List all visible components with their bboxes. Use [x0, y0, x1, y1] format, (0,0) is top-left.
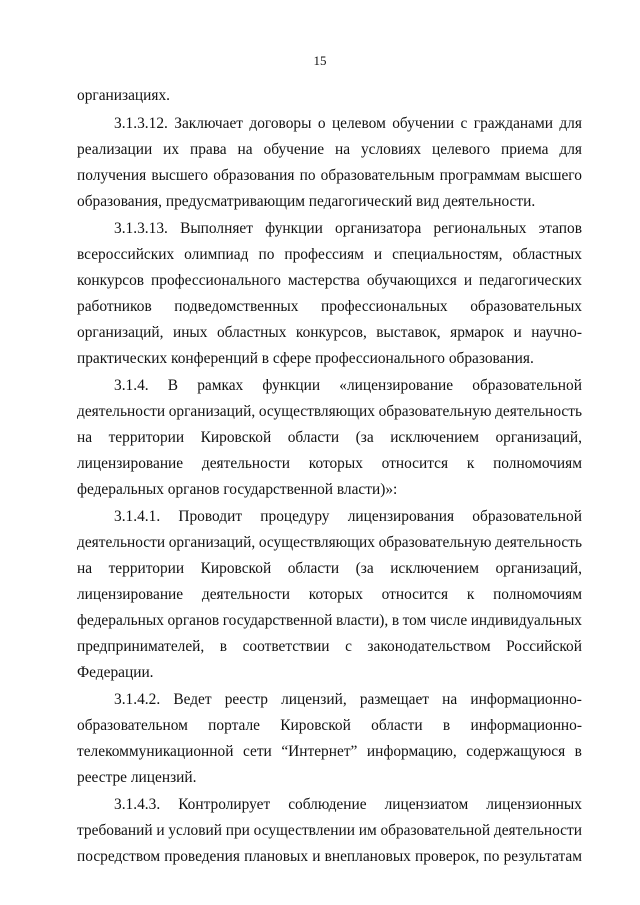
word: высшего — [525, 167, 582, 184]
word: которых — [308, 586, 363, 603]
word: образовательную — [378, 403, 492, 420]
word: по — [258, 246, 275, 263]
text-line — [114, 793, 582, 817]
word: на — [334, 141, 351, 158]
word: полномочиям — [493, 455, 582, 472]
word: и — [312, 848, 321, 865]
word: профессиям — [284, 246, 364, 263]
word: осуществлении — [253, 822, 355, 839]
word: федеральных — [77, 612, 164, 629]
word: Контролирует — [178, 796, 271, 813]
word: целевого — [432, 141, 491, 158]
word: к — [466, 455, 475, 472]
text-line — [77, 243, 582, 267]
word: гражданами — [473, 115, 553, 132]
word: соблюдение — [288, 796, 367, 813]
word: лицензий, — [281, 691, 347, 708]
word: 3.1.3.13. — [114, 220, 168, 237]
word: которых — [308, 455, 363, 472]
word: образовательном — [77, 717, 188, 734]
text-line — [114, 505, 582, 529]
word: Кировской — [280, 717, 351, 734]
text-line — [77, 321, 582, 345]
word: В — [167, 377, 179, 394]
page-number: 15 — [313, 53, 327, 68]
word: государственной — [222, 612, 333, 629]
word: лицензирование — [77, 455, 184, 472]
word: образовательных — [470, 298, 582, 315]
word: области — [287, 560, 340, 577]
word: с — [345, 638, 352, 655]
text-line: реестре лицензий. — [77, 769, 197, 786]
word: территории — [108, 429, 185, 446]
word: работников — [77, 298, 152, 315]
word: информацию, — [366, 743, 457, 760]
word: (за — [355, 429, 374, 446]
text-line — [77, 635, 582, 659]
word: условиях — [360, 141, 422, 158]
word: лицензирование — [77, 586, 184, 603]
word: деятельности — [201, 455, 290, 472]
word: размещает — [359, 691, 430, 708]
word: и — [463, 272, 473, 289]
word: органов — [167, 612, 220, 629]
word: области — [371, 717, 423, 734]
word: телекоммуникационной — [77, 743, 234, 760]
word: осуществляющих — [258, 403, 375, 420]
word: их — [163, 141, 180, 158]
word: деятельности — [77, 403, 166, 420]
word: обучении — [392, 115, 455, 132]
word: договоры — [249, 115, 312, 132]
word: иных — [172, 324, 208, 341]
word: профессионального — [151, 272, 281, 289]
word: на — [237, 141, 253, 158]
text-line: практических конференций в сфере профессионального образования. — [77, 350, 534, 367]
word: о — [317, 115, 326, 132]
word: права — [189, 141, 227, 158]
word: всероссийских — [77, 246, 175, 263]
word: специальностям, — [392, 246, 503, 263]
word: в — [219, 638, 228, 655]
word: образовательным — [320, 167, 435, 184]
word: организаций, — [168, 534, 256, 551]
word: с — [460, 115, 468, 132]
word: региональных — [433, 220, 527, 237]
word: для — [559, 115, 582, 132]
word: олимпиад — [184, 246, 249, 263]
text-line — [77, 295, 582, 319]
text-line — [77, 400, 582, 424]
word: обучающихся — [366, 272, 457, 289]
word: деятельности — [77, 534, 166, 551]
text-line — [114, 112, 582, 136]
word: Проводит — [178, 508, 243, 525]
word: 3.1.4.1. — [114, 508, 161, 525]
word: организаций, — [77, 324, 164, 341]
word: деятельность — [495, 403, 582, 420]
word: Российской — [506, 638, 582, 655]
word: числе — [429, 612, 468, 629]
word: научно- — [531, 324, 582, 341]
word: организаций, — [495, 429, 582, 446]
word: обучение — [263, 141, 325, 158]
word: внеплановых — [324, 848, 411, 865]
word: на — [77, 560, 93, 577]
word: высшего — [151, 167, 209, 184]
word: лицензирования — [347, 508, 455, 525]
word: исключением — [390, 560, 479, 577]
word: организаций, — [168, 403, 256, 420]
word: посредством — [77, 848, 161, 865]
word: проведения — [164, 848, 240, 865]
word: 3.1.4.2. — [114, 691, 161, 708]
word: к — [466, 586, 475, 603]
word: областных — [512, 246, 582, 263]
word: образовательную — [378, 534, 492, 551]
text-line — [77, 583, 582, 607]
word: власти), — [335, 612, 389, 629]
word: результатам — [503, 848, 582, 865]
word: Кировской — [200, 560, 272, 577]
word: Выполняет — [180, 220, 253, 237]
word: функции — [262, 377, 321, 394]
text-line: федеральных органов государственной власти)»: — [77, 481, 398, 498]
text-line — [77, 452, 582, 476]
word: по — [299, 167, 316, 184]
text-line — [77, 819, 582, 843]
word: индивидуальных — [470, 612, 582, 629]
word: мастерства — [287, 272, 360, 289]
word: лицензионных — [486, 796, 582, 813]
word: на — [442, 691, 458, 708]
text-line — [77, 269, 582, 293]
word: педагогических — [479, 272, 582, 289]
word: реализации — [77, 141, 153, 158]
word: области — [287, 429, 340, 446]
word: содержащуюся — [466, 743, 566, 760]
word: «лицензирование — [339, 377, 454, 394]
word: (за — [355, 560, 374, 577]
word: портале — [208, 717, 260, 734]
word: осуществляющих — [258, 534, 375, 551]
word: организаций, — [495, 560, 582, 577]
word: плановых — [244, 848, 309, 865]
text-line: Федерации. — [77, 664, 154, 681]
word: требований — [77, 822, 153, 839]
word: образовательной — [472, 377, 582, 394]
word: том — [402, 612, 427, 629]
word: рамках — [197, 377, 244, 394]
word: программам — [439, 167, 521, 184]
word: и — [373, 246, 383, 263]
word: конкурсов — [77, 272, 145, 289]
text-line — [77, 714, 582, 738]
word: относится — [381, 455, 449, 472]
word: деятельности — [493, 822, 582, 839]
word: функции — [265, 220, 323, 237]
text-line — [114, 374, 582, 398]
word: соответствии — [242, 638, 330, 655]
text-line — [77, 740, 582, 764]
word: ярмарок — [450, 324, 504, 341]
word: информационно- — [470, 717, 582, 734]
text-line — [77, 531, 582, 555]
word: в — [574, 743, 582, 760]
word: “Интернет” — [281, 743, 358, 760]
text-line — [114, 217, 582, 241]
word: процедуру — [260, 508, 330, 525]
word: получения — [77, 167, 147, 184]
word: по — [483, 848, 500, 865]
word: для — [559, 141, 582, 158]
word: лицензиатом — [384, 796, 469, 813]
word: условий — [168, 822, 222, 839]
word: организатора — [335, 220, 422, 237]
word: в — [442, 717, 451, 734]
text-line — [77, 609, 582, 633]
word: образовательной — [472, 508, 582, 525]
word: Ведет — [173, 691, 212, 708]
word: деятельность — [495, 534, 582, 551]
word: образовательной — [380, 822, 491, 839]
word: и — [513, 324, 522, 341]
word: конкурсов, — [295, 324, 367, 341]
text-line — [77, 426, 582, 450]
text-line — [77, 164, 582, 188]
word: 3.1.4.3. — [114, 796, 161, 813]
word: проверок, — [415, 848, 480, 865]
word: целевом — [331, 115, 386, 132]
word: 3.1.3.12. — [114, 115, 168, 132]
word: сети — [242, 743, 272, 760]
word: предпринимателей, — [77, 638, 205, 655]
word: территории — [108, 560, 185, 577]
word: и — [156, 822, 165, 839]
word: образования — [213, 167, 295, 184]
word: подведомственных — [174, 298, 299, 315]
word: профессиональных — [321, 298, 448, 315]
word: 3.1.4. — [114, 377, 149, 394]
word: полномочиям — [493, 586, 582, 603]
word: им — [358, 822, 377, 839]
text-line — [114, 688, 582, 712]
word: информационно- — [470, 691, 582, 708]
text-line — [77, 845, 582, 869]
word: реестр — [224, 691, 268, 708]
word: выставок, — [376, 324, 441, 341]
word: областных — [216, 324, 287, 341]
text-line: организациях. — [77, 87, 171, 104]
word: Заключает — [174, 115, 244, 132]
word: Кировской — [200, 429, 272, 446]
word: законодательством — [367, 638, 491, 655]
text-line — [77, 138, 582, 162]
word: на — [77, 429, 93, 446]
text-line: образования, предусматривающим педагогический вид деятельности. — [77, 193, 536, 210]
word: при — [225, 822, 250, 839]
word: в — [391, 612, 400, 629]
word: этапов — [538, 220, 582, 237]
word: деятельности — [201, 586, 290, 603]
word: исключением — [390, 429, 479, 446]
text-line — [77, 557, 582, 581]
word: относится — [381, 586, 449, 603]
word: приема — [501, 141, 549, 158]
